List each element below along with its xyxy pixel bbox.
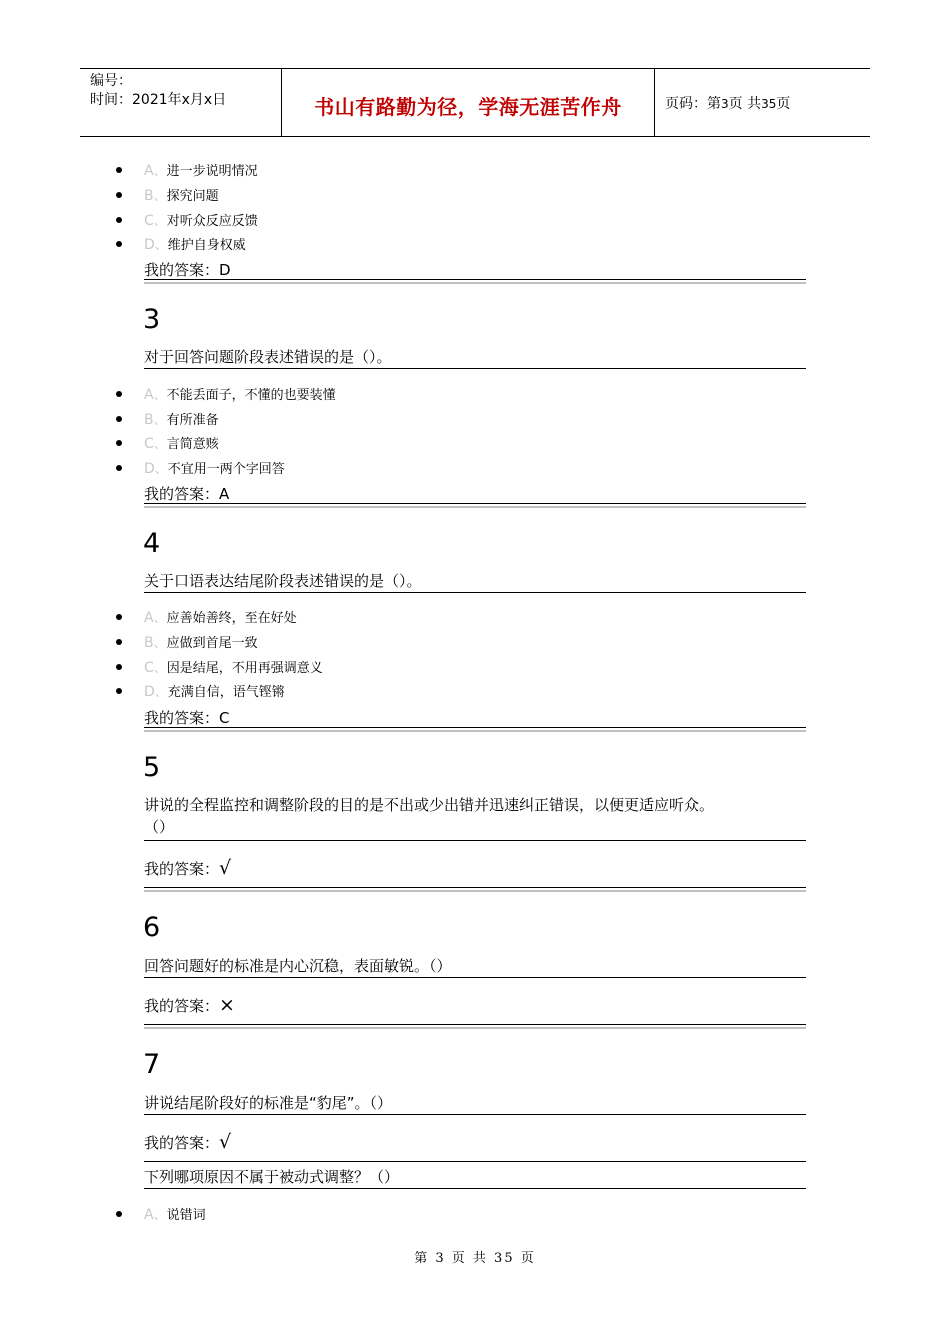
answer-rule-shadow — [144, 506, 806, 508]
my-answer: 我的答案：× — [144, 994, 235, 1016]
question-underline — [144, 592, 806, 593]
question-number: 6 — [143, 912, 161, 943]
question-underline — [144, 977, 806, 978]
bullet-icon — [116, 639, 122, 645]
question-text: 讲说结尾阶段好的标准是“豹尾”。（） — [144, 1094, 393, 1112]
page-header — [80, 68, 870, 137]
option-item: B、探究问题 — [116, 188, 219, 205]
answer-rule — [144, 503, 806, 504]
answer-rule-shadow — [144, 730, 806, 732]
bullet-icon — [116, 1211, 122, 1217]
question-text: 下列哪项原因不属于被动式调整？（） — [144, 1168, 400, 1186]
question-text: 回答问题好的标准是内心沉稳，表面敏锐。（） — [144, 957, 452, 975]
bullet-icon — [116, 416, 122, 422]
option-item: A、不能丢面子，不懂的也要装懂 — [116, 387, 336, 404]
question-number: 7 — [143, 1049, 161, 1080]
option-item: A、应善始善终，至在好处 — [116, 610, 297, 627]
bullet-icon — [116, 241, 122, 247]
option-item: B、应做到首尾一致 — [116, 635, 258, 652]
option-item: D、维护自身权威 — [116, 237, 246, 254]
bullet-icon — [116, 465, 122, 471]
header-divider — [654, 69, 655, 136]
my-answer: 我的答案：C — [144, 709, 230, 727]
question-underline — [144, 1114, 806, 1115]
answer-rule-shadow — [144, 1027, 806, 1029]
option-item: D、充满自信，语气铿锵 — [116, 684, 285, 701]
header-page-number: 页码：第3页 共35页 — [665, 96, 791, 112]
question-text: 关于口语表达结尾阶段表述错误的是（）。 — [144, 572, 422, 590]
bullet-icon — [116, 217, 122, 223]
option-item: A、进一步说明情况 — [116, 163, 258, 180]
answer-rule — [144, 279, 806, 280]
question-number: 4 — [143, 528, 161, 559]
bullet-icon — [116, 440, 122, 446]
question-text: 对于回答问题阶段表述错误的是（）。 — [144, 348, 392, 366]
my-answer: 我的答案：A — [144, 485, 230, 503]
bullet-icon — [116, 614, 122, 620]
time-label: 时间：2021年x月x日 — [90, 92, 227, 108]
answer-rule — [144, 1024, 806, 1025]
answer-rule — [144, 887, 806, 888]
check-mark-icon: √ — [219, 857, 232, 879]
option-item: C、对听众反应反馈 — [116, 213, 258, 230]
answer-rule-shadow — [144, 890, 806, 892]
option-item: C、言简意赅 — [116, 436, 219, 453]
my-answer: 我的答案：√ — [144, 1131, 232, 1153]
bullet-icon — [116, 391, 122, 397]
option-item: D、不宜用一两个字回答 — [116, 461, 285, 478]
bullet-icon — [116, 688, 122, 694]
question-underline — [144, 1188, 806, 1189]
option-item: A、说错词 — [116, 1207, 206, 1224]
cross-mark-icon: × — [219, 994, 235, 1016]
header-motto: 书山有路勤为径，学海无涯苦作舟 — [314, 95, 622, 119]
check-mark-icon: √ — [219, 1131, 232, 1153]
answer-rule — [144, 727, 806, 728]
question-underline — [144, 368, 806, 369]
my-answer: 我的答案：D — [144, 261, 231, 279]
bullet-icon — [116, 167, 122, 173]
header-info — [90, 72, 226, 110]
option-item: B、有所准备 — [116, 412, 219, 429]
option-item: C、因是结尾，不用再强调意义 — [116, 660, 323, 677]
answer-rule — [144, 1161, 806, 1162]
question-number: 5 — [143, 752, 161, 783]
bullet-icon — [116, 192, 122, 198]
my-answer: 我的答案：√ — [144, 857, 232, 879]
question-text: 讲说的全程监控和调整阶段的目的是不出或少出错并迅速纠正错误，以便更适应听众。 （） — [144, 796, 715, 836]
serial-label: 编号： — [90, 73, 132, 89]
question-number: 3 — [143, 304, 161, 335]
question-underline — [144, 840, 806, 841]
page-footer: 第 3 页 共 35 页 — [414, 1251, 536, 1266]
answer-rule-shadow — [144, 282, 806, 284]
bullet-icon — [116, 664, 122, 670]
